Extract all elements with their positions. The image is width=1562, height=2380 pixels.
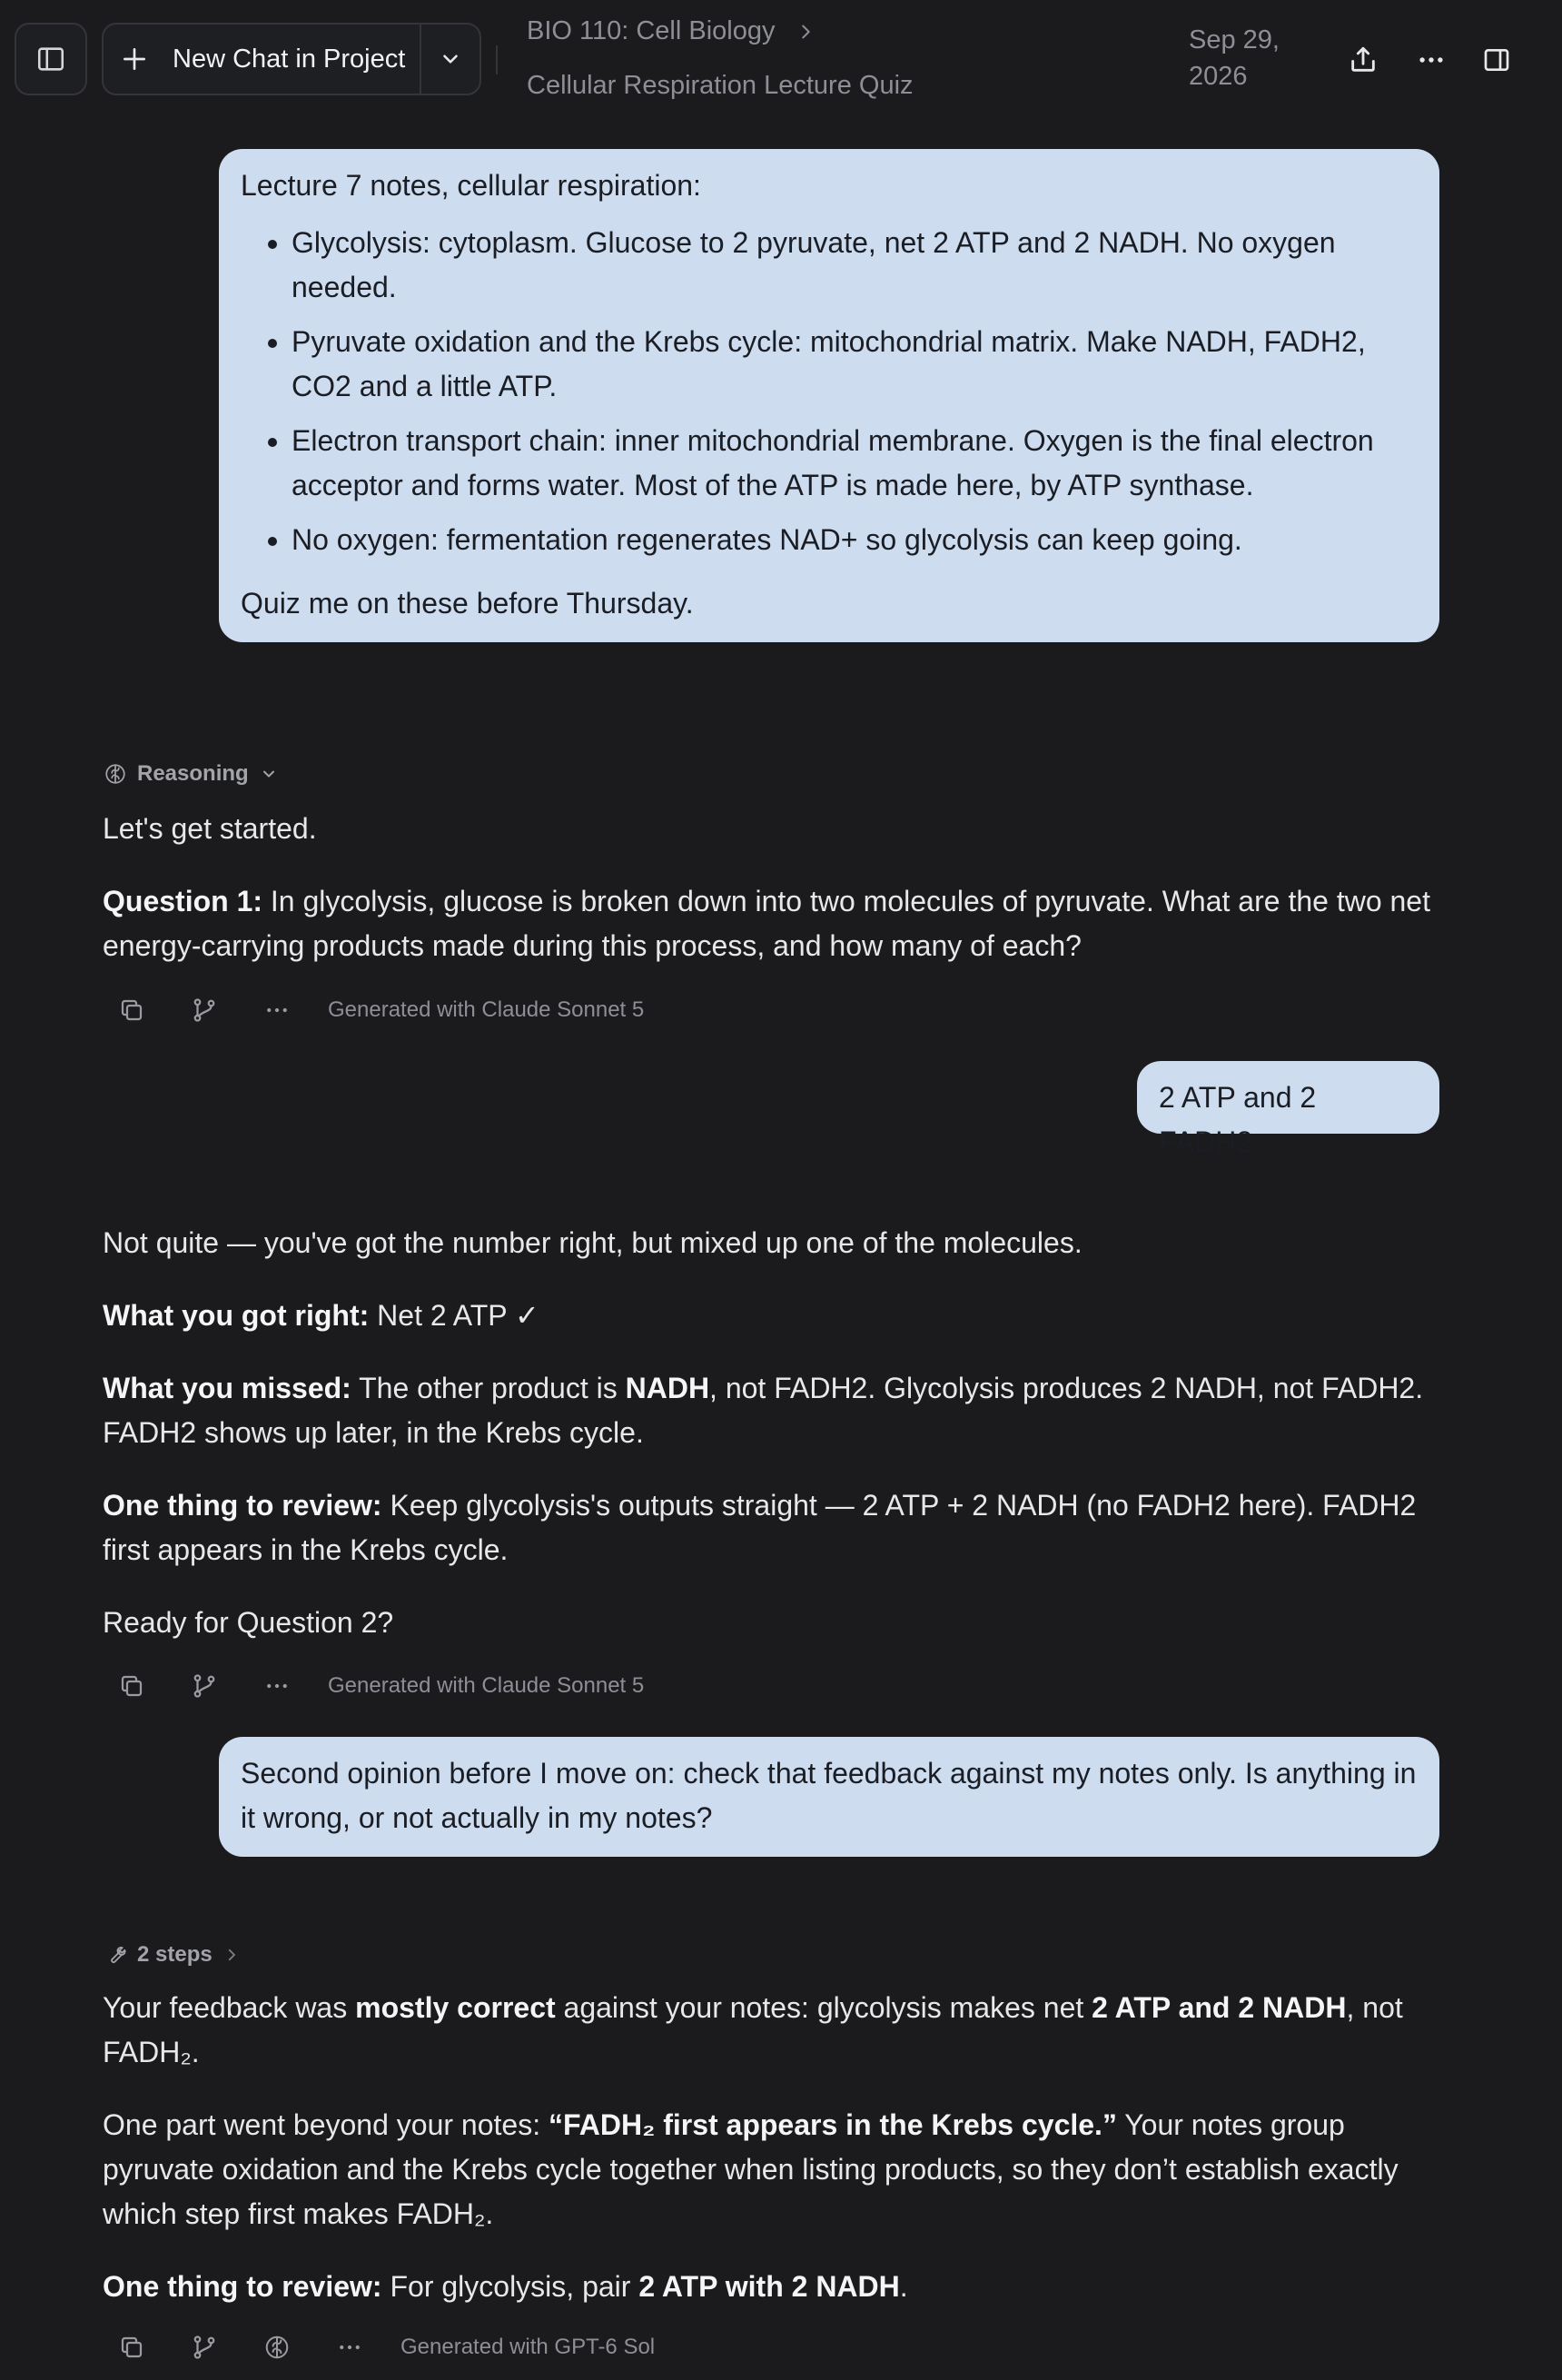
list-item: • Glycolysis: cytoplasm. Glucose to 2 pyruvate, net 2 ATP and 2 NADH. No oxygen needed. [292, 221, 1418, 310]
user-message-outro: Quiz me on these before Thursday. [241, 587, 694, 620]
date-line-2: 2026 [1189, 62, 1248, 91]
chevron-right-icon [223, 1947, 240, 1963]
reasoning-label: Reasoning [137, 761, 249, 786]
wrench-icon [103, 1942, 128, 1968]
message-paragraph [103, 1366, 1447, 1455]
branch-icon [191, 997, 218, 1024]
chat-title[interactable]: Cellular Respiration Lecture Quiz [527, 71, 914, 100]
more-actions-button[interactable] [248, 1664, 306, 1708]
user-message-intro: Lecture 7 notes, cellular respiration: [241, 169, 701, 202]
message-actions [103, 1664, 644, 1708]
message-paragraph: Ready for Question 2? [103, 1606, 394, 1639]
generated-with-label: Generated with GPT-6 Sol [400, 2335, 656, 2359]
text-span: . [899, 2270, 908, 2303]
assistant-message [103, 807, 1447, 997]
copy-icon [118, 2334, 145, 2361]
text-span: Net 2 ATP ✓ [369, 1299, 539, 1332]
question-paragraph [103, 879, 1447, 968]
more-actions-button[interactable] [248, 988, 306, 1032]
assistant-message [103, 1986, 1447, 2337]
text-span: , not FADH2. Glycolysis produces 2 NADH, not FADH2. FADH2 shows up later, in the Krebs cycle. [103, 1372, 1424, 1449]
sidebar-icon [35, 44, 66, 74]
message-paragraph [103, 1294, 1447, 1338]
plus-icon [118, 43, 151, 75]
chevron-down-icon [260, 765, 278, 783]
generated-with-label: Generated with Claude Sonnet 5 [328, 997, 645, 1022]
message-actions [103, 988, 644, 1032]
chevron-down-icon [439, 47, 462, 71]
bold-quote: “FADH₂ first appears in the Krebs cycle.” [548, 2108, 1117, 2141]
branch-icon [191, 1672, 218, 1700]
list-item: • No oxygen: fermentation regenerates NAD+ so glycolysis can keep going. [292, 518, 1418, 562]
date-line-1: Sep 29, [1189, 25, 1280, 55]
copy-button[interactable] [103, 1664, 161, 1708]
new-chat-button-group [102, 23, 481, 95]
text-span: For glycolysis, pair [381, 2270, 639, 2303]
divider [496, 45, 498, 74]
breadcrumb-project[interactable] [527, 16, 816, 46]
new-chat-button[interactable] [104, 25, 421, 94]
bold-label: One thing to review: [103, 2270, 382, 2303]
message-actions [103, 2325, 655, 2369]
more-icon [336, 2334, 363, 2361]
user-message [219, 1737, 1439, 1857]
bold-label: One thing to review: [103, 1489, 382, 1522]
share-icon [1348, 45, 1379, 75]
text-span: Keep glycolysis's outputs straight — 2 ATP + 2 NADH (no FADH2 here). FADH2 first appears in the Krebs cycle. [103, 1489, 1417, 1566]
branch-button[interactable] [175, 1664, 233, 1708]
panel-right-icon [1482, 45, 1511, 74]
assistant-message [103, 1221, 1447, 1673]
text-span: Your feedback was [103, 1991, 356, 2024]
bold-text: mostly correct [355, 1991, 556, 2024]
user-message-text: Second opinion before I move on: check that feedback against my notes only. Is anything in it wrong, or not actually in my notes? [241, 1757, 1417, 1834]
more-icon [263, 1672, 291, 1700]
reasoning-button[interactable] [248, 2325, 306, 2369]
branch-button[interactable] [175, 988, 233, 1032]
copy-icon [118, 997, 145, 1024]
copy-button[interactable] [103, 2325, 161, 2369]
list-item: • Pyruvate oxidation and the Krebs cycle: mitochondrial matrix. Make NADH, FADH2, CO2 and a little ATP. [292, 320, 1418, 409]
notes-list [241, 221, 1418, 562]
branch-icon [191, 2334, 218, 2361]
more-actions-button[interactable] [321, 2325, 379, 2369]
share-button[interactable] [1340, 36, 1387, 84]
more-icon [1416, 45, 1447, 75]
message-paragraph: Not quite — you've got the number right, but mixed up one of the molecules. [103, 1226, 1083, 1259]
more-icon [263, 997, 291, 1024]
bold-text: NADH [625, 1372, 710, 1404]
project-name: BIO 110: Cell Biology [527, 16, 776, 45]
text-span: , not FADH₂. [103, 1991, 1403, 2068]
steps-label: 2 steps [137, 1942, 213, 1967]
new-chat-dropdown-button[interactable] [421, 25, 479, 94]
reasoning-toggle[interactable] [103, 761, 278, 787]
copy-icon [118, 1672, 145, 1700]
new-chat-label: New Chat in Project [173, 44, 406, 74]
message-paragraph [103, 1483, 1447, 1572]
user-message [1137, 1061, 1439, 1158]
brain-icon [103, 761, 128, 787]
message-paragraph [103, 2265, 1447, 2309]
bold-text: 2 ATP with 2 NADH [638, 2270, 900, 2303]
user-message [219, 149, 1439, 642]
text-span: One part went beyond your notes: [103, 2108, 549, 2141]
top-bar [0, 0, 1562, 120]
text-span: The other product is [351, 1372, 626, 1404]
chat-date [1189, 22, 1307, 94]
message-paragraph: Let's get started. [103, 812, 317, 845]
question-label: Question 1: [103, 885, 263, 917]
chevron-right-icon [796, 22, 816, 42]
branch-button[interactable] [175, 2325, 233, 2369]
text-span: against your notes: glycolysis makes net [555, 1991, 1092, 2024]
sidebar-toggle-button[interactable] [15, 23, 87, 95]
tool-steps-toggle[interactable] [103, 1942, 240, 1968]
copy-button[interactable] [103, 988, 161, 1032]
user-message-text: 2 ATP and 2 FADH2 [1159, 1081, 1317, 1158]
question-text: In glycolysis, glucose is broken down into two molecules of pyruvate. What are the two net energy-carrying products made during this process, and how many of each? [103, 885, 1430, 962]
bold-text: 2 ATP and 2 NADH [1092, 1991, 1347, 2024]
brain-icon [263, 2334, 291, 2361]
message-paragraph [103, 2103, 1447, 2236]
message-paragraph [103, 1986, 1447, 2075]
list-item: • Electron transport chain: inner mitochondrial membrane. Oxygen is the final electron acceptor and forms water. Most of the ATP is made here, by ATP synthase. [292, 419, 1418, 508]
right-panel-toggle-button[interactable] [1473, 36, 1520, 84]
bold-label: What you missed: [103, 1372, 351, 1404]
generated-with-label: Generated with Claude Sonnet 5 [328, 1673, 645, 1698]
bold-label: What you got right: [103, 1299, 370, 1332]
text-span: Your notes group pyruvate oxidation and the Krebs cycle together when listing products, so they don’t establish exactly which step first makes FADH₂. [103, 2108, 1399, 2230]
more-options-button[interactable] [1408, 36, 1455, 84]
